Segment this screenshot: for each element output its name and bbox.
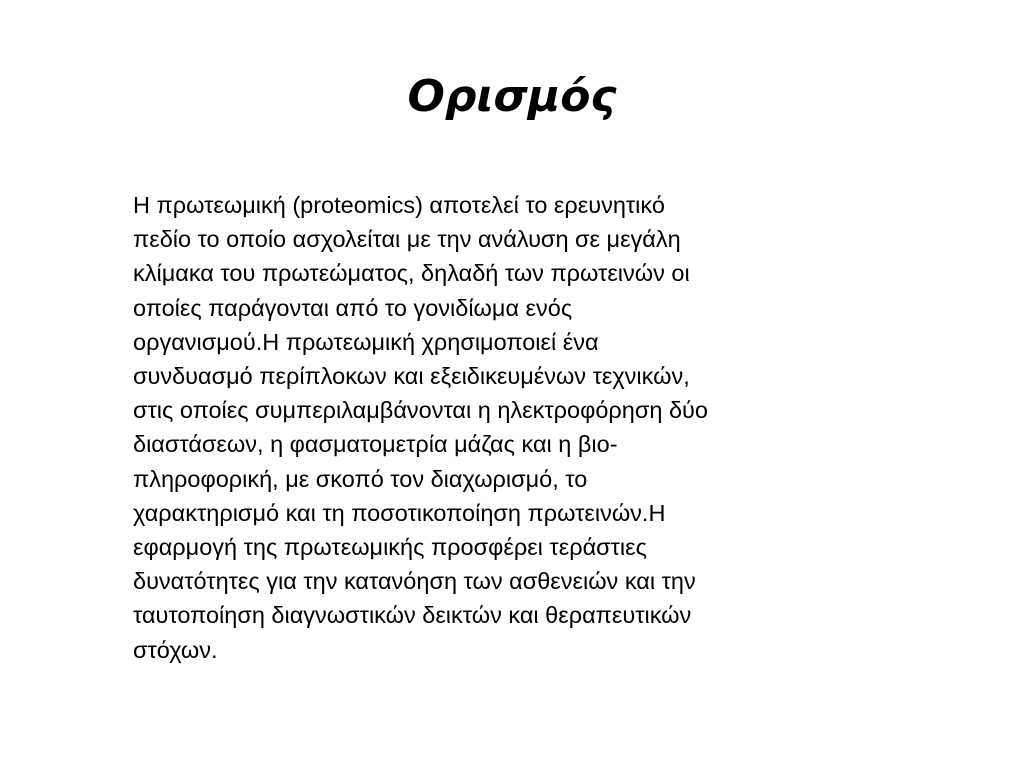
body-text-line: διαστάσεων, η φασματομετρία μάζας και η βιο- [133,431,618,458]
body-text-line: οργανισμού.Η πρωτεωμική χρησιμοποιεί ένα [133,328,599,355]
body-text-line: δυνατότητες για την κατανόηση των ασθενειών και την [133,568,696,595]
body-text-line: Η πρωτεωμική (proteomics) αποτελεί το ερευνητικό [133,192,665,218]
body-text-line: οποίες παράγονται από το γονιδίωμα ενός [133,294,573,321]
body-text-line: ταυτοποίηση διαγνωστικών δεικτών και θεραπευτικών [133,602,692,629]
body-text-line: συνδυασμό περίπλοκων και εξειδικευμένων τεχνικών, [133,363,690,390]
body-text-line: κλίμακα του πρωτεώματος, δηλαδή των πρωτεινών οι [133,260,690,287]
body-text-line: χαρακτηρισμό και τη ποσοτικοποίηση πρωτεινών.Η [133,499,666,526]
body-text-line: εφαρμογή της πρωτεωμικής προσφέρει τεράστιες [133,534,647,561]
slide-title: Ορισμός [407,71,617,122]
slide-body-text [133,188,878,667]
body-text-line: στόχων. [133,636,218,663]
body-text-line: πληροφορική, με σκοπό τον διαχωρισμό, το [133,465,588,492]
body-text-line: πεδίο το οποίο ασχολείται με την ανάλυση σε μεγάλη [133,226,681,253]
body-text-line: στις οποίες συμπεριλαμβάνονται η ηλεκτροφόρηση δύο [133,397,708,424]
